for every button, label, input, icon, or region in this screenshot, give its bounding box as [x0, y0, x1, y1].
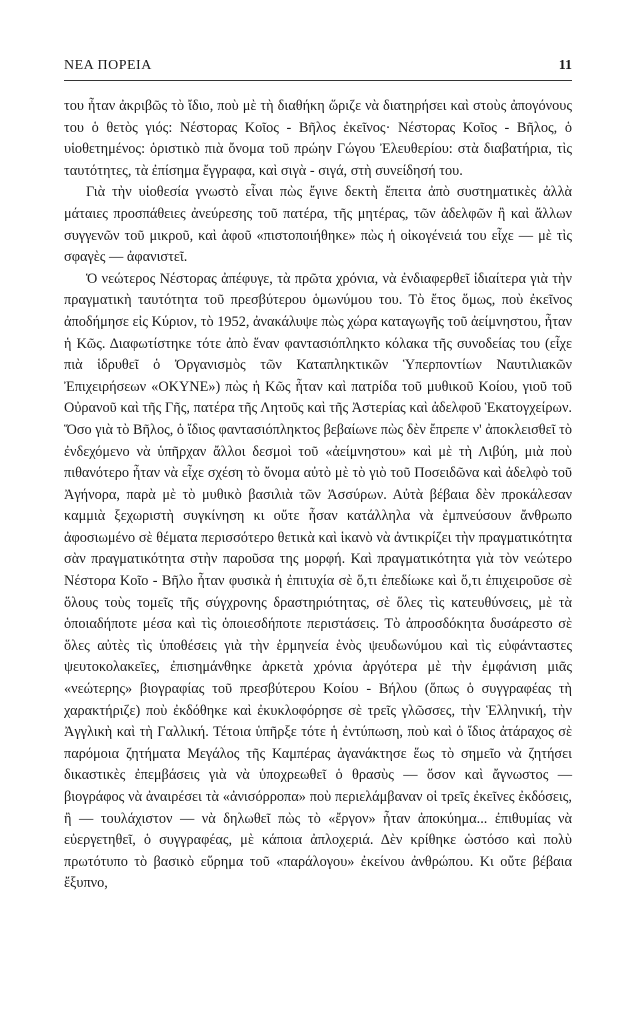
paragraph-2: Γιὰ τὴν υἱοθεσία γνωστὸ εἶναι πὼς ἔγινε δεκτὴ ἔπειτα ἀπὸ συστηματικὲς ἀλλὰ μάταιες προσπάθειες ἀνεύρεσης τοῦ πατέρα, τῆς μητέρας, τῶν ἀδελφῶν ἢ καὶ ἄλλων συγγενῶν τοῦ μικροῦ, καὶ ἀφοῦ «πιστοποιήθηκε» πὼς ἡ οἰκογένειά του εἶχε — μὲ τὶς σφαγὲς — ἀφανιστεῖ. — [64, 184, 572, 266]
paragraph-1: του ἦταν ἀκριβῶς τὸ ἴδιο, ποὺ μὲ τὴ διαθήκη ὥριζε νὰ διατηρήσει καὶ στοὺς ἀπογόνους του ὁ θετὸς γιός: Νέστορας Κοῖος - Βῆλος ἐκεῖνος· Νέστορας Κοῖος - Βῆλος, ὁ υἱοθετημένος: ὁριστικὸ πιὰ ὄνομα τοῦ πρώην Γώγου Ἐλευθερίου: στὰ διαβατήρια, τὶς ταυτότητες, τὰ ἐπίσημα ἔγγραφα, καὶ σιγὰ - σιγά, στὴ συνείδησή του. — [64, 98, 572, 179]
running-header — [64, 58, 572, 81]
page-number: 11 — [558, 58, 572, 73]
running-title: ΝΕΑ ΠΟΡΕΙΑ — [64, 58, 152, 73]
paragraph-3: Ὁ νεώτερος Νέστορας ἀπέφυγε, τὰ πρῶτα χρόνια, νὰ ἐνδιαφερθεῖ ἰδιαίτερα γιὰ τὴν πραγματικὴ ταυτότητα τοῦ πρεσβύτερου ὁμωνύμου του. Τὸ ἔτος ὅμως, ποὺ ἐκεῖνος ἀποδήμησε εἰς Κύριον, τὸ 1952, ἀνακάλυψε πὼς χώρα καταγωγῆς τοῦ ἀείμνηστου, ἦταν ἡ Κῶς. Διαφωτίστηκε τότε ἀπὸ ἕναν φαντασιόπληκτο κόλακα τῆς συνοδείας του (εἶχε πιὰ ἱδρυθεῖ ὁ Ὀργανισμὸς τῶν Καταπληκτικῶν Ὑπερποντίων Ναυτιλιακῶν Ἐπιχειρήσεων «ΟΚΥΝΕ») πὼς ἡ Κῶς ἦταν καὶ πατρίδα τοῦ μυθικοῦ Κοίου, γιοῦ τοῦ Οὐρανοῦ καὶ τῆς Γῆς, πατέρα τῆς Λητοῦς καὶ τῆς Ἀστερίας καὶ ἀδελφοῦ Ἑκατογχείρων. Ὅσο γιὰ τὸ Βῆλος, ὁ ἴδιος φαντασιόπληκτος βεβαίωνε πὼς δὲν ἔπρεπε ν' ἀποκλεισθεῖ τὸ ἐνδεχόμενο νὰ ὑπῆρχαν ἄλλοι δεσμοὶ τοῦ «ἀείμνηστου» καὶ μὲ τὴ Λιβύη, μιὰ ποὺ πιθανότερο ἦταν νὰ εἶχε σχέση τὸ ὄνομα αὐτὸ μὲ τὸ γιὸ τοῦ Ποσειδῶνα καὶ ἀδελφὸ τοῦ Ἀγήνορα, παρὰ μὲ τὸ μυθικὸ βασιλιὰ τῶν Ἀσσύρων. Αὐτὰ βέβαια δὲν προκάλεσαν καμμιὰ ξεχωριστὴ συγκίνηση κι οὔτε ἦσαν κατάλληλα νὰ ἐμπνεύσουν ἄνθρωπο ἀφοσιωμένο σὲ θέματα περισσότερο θετικὰ καὶ ἱκανὸ νὰ ἀντικρίζει τὴν πραγματικότητα σὰν πραγματικότητα στὴν παροῦσα της μορφή. Καὶ πραγματικότητα γιὰ τὸν νεώτερο Νέστορα Κοῖο - Βῆλο ἦταν φυσικὰ ἡ ἐπιτυχία σὲ ὅ,τι ἐπεδίωκε καὶ ὅ,τι ἐπιχειροῦσε σὲ ὅλους τοὺς τομεῖς τῆς σύγχρονης δραστηριότητας, σὲ ὅλες τὶς κατευθύνσεις, μὲ τὰ ὁποιαδήποτε μέσα καὶ τὶς ὁποιεσδήποτε περιστάσεις. Τὸ ἀπροσδόκητα δυσάρεστο σὲ ὅλες αὐτὲς τὶς ὑποθέσεις γιὰ τὴν ἑρμηνεία ἑνὸς ψευδωνύμου καὶ τὶς εὐφάνταστες ψευτοκολακεῖες, ἐπισημάνθηκε ἀρκετὰ χρόνια ἀργότερα μὲ τὴν ἐμφάνιση μιᾶς «νεώτερης» βιογραφίας τοῦ πρεσβύτερου Κοίου - Βήλου (ὅπως ὁ συγγραφέας τὴ χαρακτήριζε) ποὺ ἐκδόθηκε καὶ ἐκυκλοφόρησε σὲ τρεῖς γλῶσσες, τὴν Ἑλληνική, τὴν Ἀγγλικὴ καὶ τὴ Γαλλική. Τέτοια ὑπῆρξε τότε ἡ ἐντύπωση, ποὺ καὶ ὁ ἴδιος ἀτάραχος σὲ παρόμοια ζητήματα Μεγάλος τῆς Καμπέρας ἀγανάκτησε ἕως τὸ σημεῖο νὰ ζητήσει δικαστικὲς ἐπεμβάσεις γιὰ νὰ ὑποχρεωθεῖ ὁ θρασὺς — ὅσον καὶ ἄγνωστος — βιογράφος νὰ ἀναιρέσει τὰ «ἀνισόρροπα» ποὺ περιελάμβαναν οἱ τρεῖς ἐκεῖνες ἐκδόσεις, ἢ — τουλάχιστον — νὰ δηλωθεῖ πὼς τὸ «ἔργον» ἦταν ἀποκύημα... ἐπιθυμίας νὰ εὐεργετηθεῖ, ὁ συγγραφέας, μὲ κάποια ἀπλοχεριά. Δὲν κρίθηκε ὡστόσο καὶ πολὺ πρωτότυπο τὸ βασικὸ εὕρημα τοῦ «παράλογου» ἐκείνου ἀνθρώπου. Κι οὔτε βέβαια ἔξυπνο, — [64, 270, 572, 892]
body-text — [64, 96, 572, 895]
